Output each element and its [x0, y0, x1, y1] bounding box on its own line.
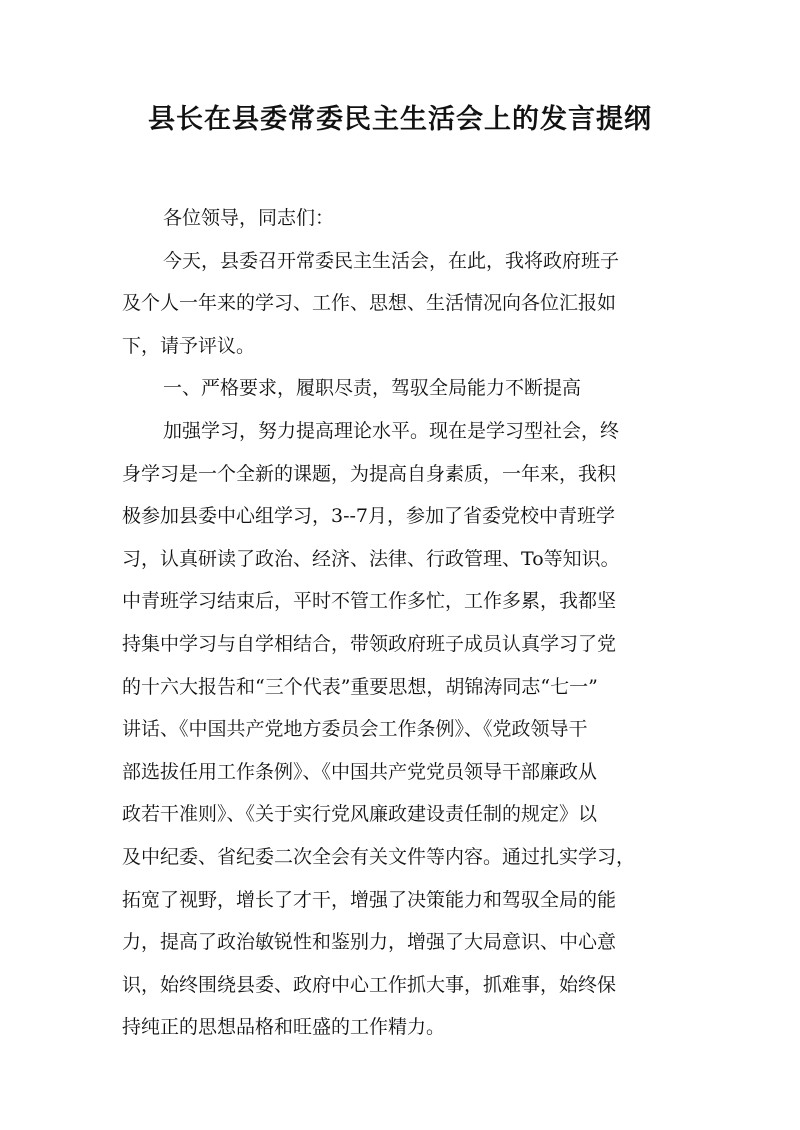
body-line: 习，认真研读了政治、经济、法律、行政管理、To等知识。 — [122, 547, 620, 570]
body-line: 及中纪委、省纪委二次全会有关文件等内容。通过扎实学习， — [122, 845, 636, 868]
body-line: 力，提高了政治敏锐性和鉴别力，增强了大局意识、中心意 — [122, 931, 617, 954]
body-line: 持纯正的思想品格和旺盛的工作精力。 — [122, 1016, 446, 1039]
body-line: 拓宽了视野，增长了才干，增强了决策能力和驾驭全局的能 — [122, 888, 617, 911]
body-line: 政若干准则》、《关于实行党风廉政建设责任制的规定》以 — [122, 803, 598, 826]
body-line: 极参加县委中心组学习，3--7月，参加了省委党校中青班学 — [122, 505, 616, 528]
body-line: 下，请予评议。 — [122, 334, 256, 357]
body-line: 的十六大报告和“三个代表”重要思想，胡锦涛同志“七一” — [122, 675, 598, 698]
document-title: 县长在县委常委民主生活会上的发言提纲 — [148, 104, 652, 135]
body-line: 身学习是一个全新的课题，为提高自身素质，一年来，我积 — [122, 462, 617, 485]
body-line: 加强学习，努力提高理论水平。现在是学习型社会，终 — [163, 419, 620, 442]
body-line: 各位领导，同志们： — [163, 207, 335, 229]
body-line: 中青班学习结束后，平时不管工作多忙，工作多累，我都坚 — [122, 590, 617, 613]
body-line: 识，始终围绕县委、政府中心工作抓大事，抓难事，始终保 — [122, 973, 617, 996]
body-line: 一、严格要求，履职尽责，驾驭全局能力不断提高 — [163, 377, 582, 400]
body-line: 讲话、《中国共产党地方委员会工作条例》、《党政领导干 — [122, 718, 588, 741]
document-body — [122, 197, 682, 1049]
body-line: 今天，县委召开常委民主生活会，在此，我将政府班子 — [163, 249, 620, 272]
body-line: 部选拔任用工作条例》、《中国共产党党员领导干部廉政从 — [122, 760, 598, 783]
body-line: 及个人一年来的学习、工作、思想、生活情况向各位汇报如 — [122, 292, 617, 315]
body-line: 持集中学习与自学相结合，带领政府班子成员认真学习了党 — [122, 632, 617, 655]
